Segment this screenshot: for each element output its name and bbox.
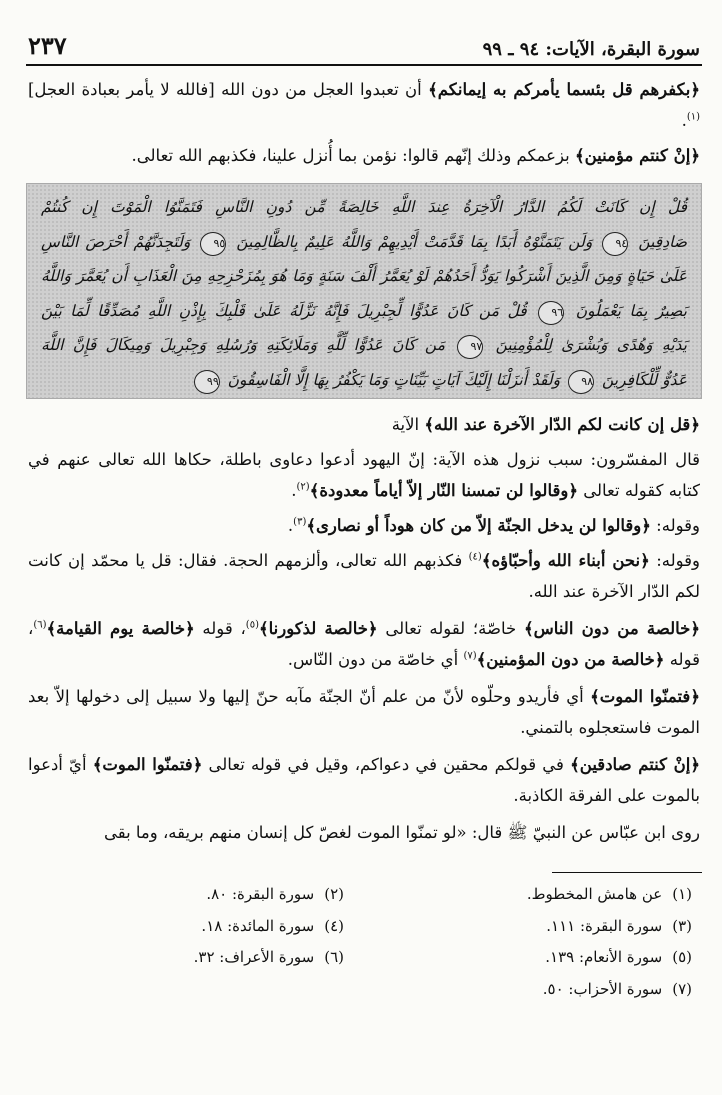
text: أن تعبدوا العجل من دون الله [فالله لا يأمر بعبادة العجل] (28, 80, 429, 99)
footnote-number: (٣) (672, 916, 692, 935)
verse-text: قُلْ مَن كَانَ عَدُوًّا لِّجِبْرِيلَ فَإِنَّهُ نَزَّلَهُ عَلَىٰ قَلْبِكَ بِإِذْنِ اللَّهِ مُصَدِّقًا لِّمَا بَيْنَ (41, 301, 527, 320)
verse-text: يَدَيْهِ وَهُدًى وَبُشْرَىٰ لِلْمُؤْمِنِينَ (495, 336, 687, 354)
footnote-number: (٤) (324, 916, 344, 935)
header-title: سورة البقرة، الآيات: ٩٤ ـ ٩٩ (482, 39, 700, 60)
text: . (287, 516, 294, 535)
text: وقوله: (650, 516, 700, 535)
quote: ﴿فتمنّوا الموت﴾ (590, 687, 700, 706)
footnote-ref[interactable]: (٢) (296, 481, 310, 493)
verse-line-6 (41, 363, 687, 398)
quote: ﴿خالصة يوم القيامة﴾ (46, 619, 195, 638)
footnote-number: (٢) (324, 885, 344, 903)
footnote-text: سورة البقرة: ٨٠. (206, 885, 315, 903)
verse-text: عَدُوٌّ لِّلْكَافِرِينَ (601, 370, 687, 389)
ayah-number-marker: ٩٤ (602, 232, 628, 256)
quote: ﴿وقالوا لن يدخل الجنّة إلاّ من كان هوداً أو نصارى﴾ (306, 516, 651, 535)
verse-line-5 (41, 328, 687, 363)
footnote-ref[interactable]: (٥) (245, 619, 259, 631)
text: الآية (391, 415, 425, 434)
verse-text: صَادِقِينَ (638, 232, 688, 251)
footnote-text: سورة الأحزاب: ٥٠. (542, 979, 663, 998)
footnote-ref[interactable]: (٧) (463, 650, 477, 662)
text: قال المفسّرون: سبب نزول هذه الآية: إنّ اليهود أدعوا دعاوى باطلة، حكاها الله تعالى عنهم في كتابه كقوله تعالى (28, 450, 700, 500)
page-number: ٢٣٧ (28, 31, 67, 60)
quote: ﴿إنْ كنتم مؤمنين﴾ (574, 146, 700, 165)
ayah-number-marker: ٩٨ (568, 370, 594, 394)
verse-text: وَلَن يَتَمَنَّوْهُ أَبَدًا بِمَا قَدَّمَتْ أَيْدِيهِمْ وَاللَّهُ عَلِيمٌ بِالظَّالِمِينَ (236, 232, 593, 251)
ayah-number-marker: ٩٧ (457, 335, 483, 359)
paragraph-10 (26, 817, 702, 848)
text: . (681, 111, 687, 130)
paragraph-5 (26, 510, 702, 541)
footnote-text: عن هامش المخطوط. (526, 885, 663, 903)
verse-text: عَلَىٰ حَيَاةٍ وَمِنَ الَّذِينَ أَشْرَكُوا يَوَدُّ أَحَدُهُمْ لَوْ يُعَمَّرُ أَلْفَ سَنَةٍ وَمَا هُوَ بِمُزَحْزِحِهِ مِنَ الْعَذَابِ أَن يُعَمَّرَ وَاللَّهُ (41, 267, 687, 285)
paragraph-2 (26, 140, 702, 171)
ayah-number-marker: ٩٥ (200, 232, 226, 256)
paragraph-4 (26, 444, 702, 506)
footnote-number: (١) (672, 885, 692, 903)
quran-verses-box (26, 183, 702, 399)
text: وقوله: (649, 551, 701, 570)
footnote-text: سورة الأنعام: ١٣٩. (545, 948, 663, 966)
paragraph-9 (26, 749, 702, 811)
page (26, 26, 702, 1005)
verse-text: وَلَتَجِدَنَّهُمْ أَحْرَصَ النَّاسِ (41, 232, 191, 251)
text: . (291, 481, 297, 500)
quote: ﴿نحن أبناء الله وأحبّاؤه﴾ (481, 551, 650, 570)
footnote-number: (٧) (672, 979, 692, 998)
ayah-number-marker: ٩٩ (194, 370, 220, 394)
paragraph-3 (26, 409, 702, 440)
quote: ﴿خالصة لذكورنا﴾ (258, 619, 378, 638)
footnotes (26, 879, 702, 1005)
footnote-text: سورة البقرة: ١١١. (546, 916, 663, 935)
text: ، قوله (28, 619, 700, 669)
paragraph-6 (26, 545, 702, 607)
text: أي خاصّة من دون النّاس. (287, 650, 464, 669)
footnote (384, 879, 692, 911)
verse-text: قُلْ إِن كَانَتْ لَكُمُ الدَّارُ الْآخِرَةُ عِندَ اللَّهِ خَالِصَةً مِّن دُونِ النَّاسِ فَتَمَنَّوُا الْمَوْتَ إِن كُنتُمْ (41, 198, 687, 216)
quote: ﴿إنْ كنتم صادقين﴾ (570, 755, 701, 774)
verse-text: وَلَقَدْ أَنزَلْنَا إِلَيْكَ آيَاتٍ بَيِّنَاتٍ وَمَا يَكْفُرُ بِهَا إِلَّا الْفَاسِقُونَ (227, 370, 561, 389)
footnote-number: (٦) (324, 948, 344, 966)
footnote-number: (٥) (672, 948, 692, 966)
footnote (36, 942, 344, 974)
text: أي فأريدو وحلّوه لأنّ من علم أنّ الجنّة مآبه حنّ إليها ولا سبيل إلى دخولها إلاّ بعد الموت فاستعجلوه بالتمني. (28, 687, 700, 737)
footnote-ref[interactable]: (٦) (33, 619, 47, 631)
quote: ﴿خالصة من دون المؤمنين﴾ (476, 650, 665, 669)
verse-line-2 (41, 225, 687, 260)
footnote (384, 974, 692, 1006)
footnote-ref[interactable]: (١) (686, 111, 700, 123)
footnote (384, 911, 692, 943)
quote: ﴿بكفرهم قل بئسما يأمركم به إيمانكم﴾ (428, 80, 700, 99)
ayah-number-marker: ٩٦ (538, 301, 564, 325)
verse-text: مَن كَانَ عَدُوًّا لِّلَّهِ وَمَلَائِكَتِهِ وَرُسُلِهِ وَجِبْرِيلَ وَمِيكَالَ فَإِنَّ اللَّهَ (41, 336, 446, 354)
verse-line-4 (41, 294, 687, 329)
paragraph-8 (26, 681, 702, 743)
verse-text: بَصِيرٌ بِمَا يَعْمَلُونَ (575, 301, 687, 320)
quote: ﴿فتمنّوا الموت﴾ (92, 755, 203, 774)
footnote-ref[interactable]: (٣) (293, 516, 307, 528)
quote: ﴿وقالوا لن تمسنا النّار إلاّ أياماً معدودة﴾ (309, 481, 578, 500)
quote: ﴿قل إن كانت لكم الدّار الآخرة عند الله﴾ (424, 415, 700, 434)
footnote-text: سورة الأعراف: ٣٢. (193, 948, 315, 966)
footnote-ref[interactable]: (٤) (468, 551, 482, 563)
footnote (36, 911, 344, 943)
text: ، قوله (194, 619, 246, 638)
text: روى ابن عبّاس عن النبيّ ﷺ قال: «لو تمنّوا الموت لغصّ كل إنسان منهم بريقه، وما بقى (103, 823, 700, 842)
footnote (384, 942, 692, 974)
footnote-separator (552, 872, 702, 873)
paragraph-7 (26, 613, 702, 675)
text: أيّ أدعوا بالموت على الفرقة الكاذبة. (28, 755, 700, 805)
text: في قولكم محقين في دعواكم، وقيل في قوله تعالى (202, 755, 571, 774)
text: بزعمكم وذلك إنّهم قالوا: نؤمن بما أُنزل علينا، فكذبهم الله تعالى. (131, 146, 575, 165)
verse-line-1 (41, 190, 687, 225)
quote: ﴿خالصة من دون الناس﴾ (523, 619, 700, 638)
text: خاصّة؛ لقوله تعالى (377, 619, 524, 638)
footnote-text: سورة المائدة: ١٨. (201, 916, 315, 935)
running-header (26, 26, 702, 66)
verse-line-3 (41, 259, 687, 294)
text: فكذبهم الله تعالى، وألزمهم الحجة. فقال: قل يا محمّد إن كانت لكم الدّار الآخرة عند الله. (28, 551, 700, 601)
paragraph-1 (26, 74, 702, 136)
footnote (36, 879, 344, 911)
